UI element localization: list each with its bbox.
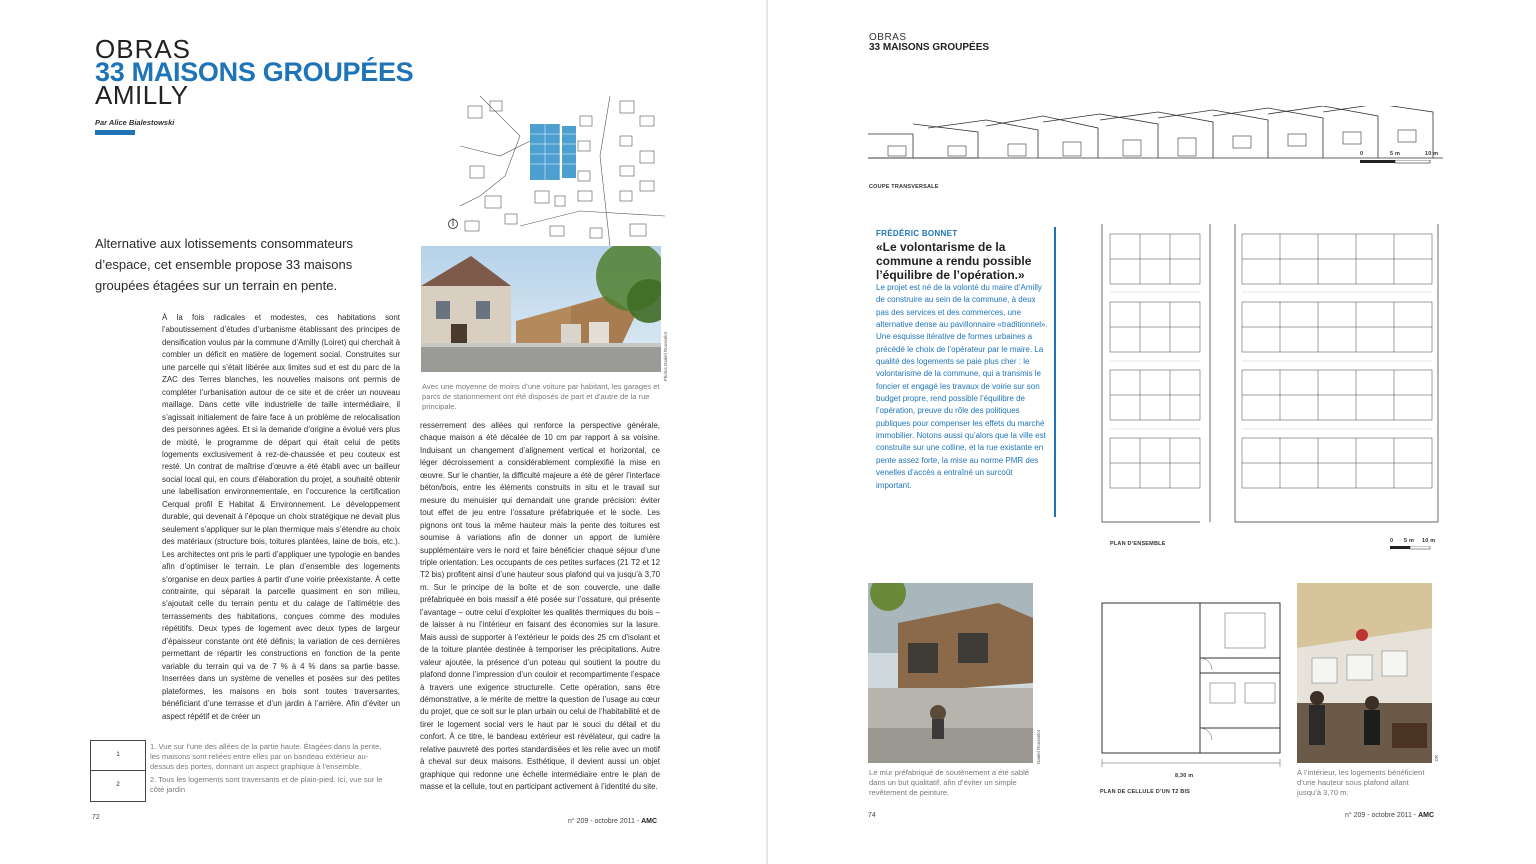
- right-folio-issue: n° 209 - octobre 2011 -: [1345, 812, 1419, 819]
- photo-caption: Avec une moyenne de moins d’une voiture par habitant, les garages et parcs de stationnement ont été disposés de part et d’autre de la rue principale.: [422, 382, 660, 411]
- section-label: COUPE TRANSVERSALE: [869, 184, 939, 190]
- interview-text: Le projet est né de la volonté du maire d’Amilly de construire au sein de la commune, à deux pas des services et des commerces, une alternative dense au pavillonnaire «traditionnel». Une esquisse itérative de formes urbaines a précédé le choix de l’opérateur par le maire. La qualité des logements se paie plus cher : le volontarisme de la commune, qui a transmis le foncier et engagé les travaux de voirie sur son budget propre, rend possible l’équilibre de l’opération, preuve du rôle des politiques publiques pour compenser les effets du marché immobilier. Notons aussi qu’alors que la ville est construite sur une colline, et la rue existante en pente assez forte, la mise au norme PMR des venelles d’accès a entraîné un surcoût important.: [876, 283, 1048, 490]
- article-city: AMILLY: [95, 80, 189, 110]
- article-title: 33 MAISONS GROUPÉES: [95, 57, 414, 87]
- plan-scale-10: 10 m: [1422, 538, 1436, 544]
- section-kicker: OBRAS: [95, 34, 192, 64]
- north-arrow-icon: [447, 218, 459, 230]
- article-column-1: À la fois radicales et modestes, ces habitations sont l’aboutissement d’études d’urbanisme établissant des principes de densification voulus par la commune d’Amilly (Loiret) qui cherchait à combler un déficit en matière de logement social. Construites sur une parcelle qui s’était libérée aux limites sud et est du parc de la ZAC des Terres blanches, les nouvelles maisons ont permis de compléter l’urbanisation autour de ce site et de créer un nouveau maillage. Dans cette ville industrielle de taille intermédiaire, il s’agissait initialement de faire face à un problème de relocalisation des personnes agées. Et si la demande d’origine a évolué vers plus de mixité, le programme de départ qui était celui de petits logements exclusivement à rez-de-chaussée et peu couteux est resté. Un contrat de maîtrise d’œuvre a été établi avec un bailleur social local qui, en cours d’élaboration du projet, a souhaité obtenir une labellisation environnementale, en l’occurence la certification Cerqual profil E Habitat & Environnement. Le développement durable, qui devenait à l’époque un choix stratégique ne devait plus seulement s’appliquer sur le plan thermique mais s’étendre au choix des matériaux (structure bois, toitures plantées, laine de bois, etc.). Les architectes ont pris le parti d’appliquer une typologie en bandes afin d’optimiser le terrain. Le plan d’ensemble des logements s’organise en deux parties à partir d’une voirie préexistante. À cette contrainte, qui séparait la parcelle quasiment en son milieu, s’ajoutait celle du terrain pentu et du calage de l’altimétrie des terrassements des habitations, conçues comme des modules répétitifs. Deux types de logement avec deux types de largeur d’épaisseur constante ont été définis; la variation de ces dernières permettant de répartir les constructions en fonction de la pente variable du terrain qui va de 7 % à 4 % dans sa partie basse. Inserrées dans un système de venelles et posées sur des petites plateformes, les maisons en bois sont toutes traversantes, bénéficiant d’une terrasse et d’un jardin à l’arrière. Afin d’éviter un aspect répétif et de créer un: [162, 313, 400, 721]
- right-folio: [1345, 812, 1434, 819]
- page-number: 72: [92, 814, 100, 821]
- cell-dimension: 8,30 m: [1175, 773, 1194, 779]
- article-author: Par Alice Bialestowski: [95, 118, 175, 127]
- section-scale-bar: [1360, 160, 1440, 166]
- section-scale-0: 0: [1360, 151, 1364, 157]
- right-page-number: 74: [868, 812, 876, 819]
- cross-section-drawing: [868, 106, 1443, 166]
- legend-item-2: 2. Tous les logements sont traversants et de plain-pied. Ici, vue sur le côté jardin: [150, 775, 383, 794]
- folio-issue: n° 209 - octobre 2011 -: [568, 818, 642, 825]
- section-scale-10: 10 m: [1425, 151, 1439, 157]
- right-folio-magazine: AMC: [1418, 812, 1435, 819]
- section-scale-5: 5 m: [1390, 151, 1401, 157]
- photo-credit-3: DR: [1434, 755, 1439, 762]
- street-photo: [421, 246, 661, 372]
- folio: [568, 818, 657, 825]
- accent-bar: [95, 130, 135, 135]
- photo-credit: Photos Daniel Rousselot: [663, 332, 668, 382]
- retaining-wall-photo: [868, 583, 1033, 763]
- plan-scale-0: 0: [1390, 538, 1394, 544]
- plan-scale-bar: [1390, 546, 1435, 551]
- photo-credit-2: Daniel Rousselot: [1036, 730, 1041, 765]
- interview-quote: «Le volontarisme de la commune a rendu possible l’équilibre de l’opération.»: [876, 240, 1032, 282]
- interviewee-name: FRÉDÉRIC BONNET: [876, 229, 958, 238]
- legend-key-2: 2: [116, 782, 120, 788]
- right-kicker: OBRAS: [869, 32, 907, 43]
- site-plan-drawing: [1100, 222, 1440, 534]
- photo-caption-left: Le mur préfabriqué de soutènement a été sablé dans un but qualitatif, afin d’éviter un simple revêtement de peinture.: [869, 768, 1029, 797]
- cell-plan-label: PLAN DE CELLULE D’UN T2 BIS: [1100, 789, 1191, 795]
- plan-scale-5: 5 m: [1404, 538, 1415, 544]
- article-lead: Alternative aux lotissements consommateurs d’espace, cet ensemble propose 33 maisons groupées étagées sur un terrain en pente.: [95, 236, 353, 293]
- photo-caption-right: À l’intérieur, les logements bénéficient d’une hauteur sous plafond allant jusqu’à 3,70 m.: [1297, 768, 1425, 797]
- legend-key-1: 1: [91, 741, 145, 771]
- folio-magazine: AMC: [641, 818, 658, 825]
- article-column-2: resserrement des allées qui renforce la perspective générale, chaque maison a été décalée de 10 cm par rapport à sa voisine. Induisant un changement d’alignement vertical et horizontal, ce léger décroissement a considérablement complexifié la mise en œuvre. Sur le chantier, la difficulté majeure a été de gérer l’interface béton/bois, entre les éléments construits in situ et le travail sur mesure du menuisier qui demandait une grande précision: éviter tout effet de jeu entre l’ossature préfabriquée et le socle. Les pignons ont tous la même hauteur mais la pente des toitures est soumise à variations afin de donner un apport de lumière supplémentaire vers le nord et faire bénéficier chaque séjour d’une triple orientation. Les occupants de ces petites surfaces (21 T2 et 12 T2 bis) profitent ainsi d’une hauteur sous plafond qui va jusqu’à 3,70 m. Sur le principe de la boîte et de son couvercle, une dalle préfabriquée en bois massif a été posée sur l’ossature, qui présente l’avantage – outre celui d’exploiter les qualités thermiques du bois – de laisser à nu l’intérieur en faisant des économies sur la lasure. Mais aussi de supporter à l’extérieur le poids des 25 cm d’isolant et de la toiture plantée destinée à temporiser les précipitations. Autre valeur ajoutée, la présence d’un poteau qui soutient la poutre du plafond donne l’impression d’un couloir et recompartimente l’espace à travers une exigence structurelle. Cette opération, sans être démonstrative, a le mérite de mettre la question de l’usage au cœur du projet, que ce soit sur le plan urbain ou celui de l’habitabilité et de tirer le logement social vers le haut par le souci du détail et du confort. À ce titre, le bandeau extérieur est révélateur, qui cadre la relative pauvreté des portes standardisées et les relie avec un motif à cheval sur deux maisons. Esthétique, il devient aussi un objet graphique qui redonne une échelle intermédiaire entre le plan de masse et la cellule, tout en participant activement à l’identité du site.: [420, 421, 660, 792]
- right-title: 33 MAISONS GROUPÉES: [869, 42, 990, 53]
- legend-item-1: 1. Vue sur l’une des allées de la partie haute. Étagées dans la pente, les maisons sont reliées entre elles par un bandeau extérieur au-dessus des portes, donnant un aspect graphique à l’ensemble.: [150, 742, 382, 771]
- cell-plan-drawing: [1100, 583, 1285, 773]
- interior-photo: [1297, 583, 1432, 763]
- legend-text: [150, 742, 390, 798]
- plan-label: PLAN D’ENSEMBLE: [1110, 541, 1166, 547]
- photo-legend-key: [90, 740, 146, 802]
- site-map-figure: [460, 96, 665, 246]
